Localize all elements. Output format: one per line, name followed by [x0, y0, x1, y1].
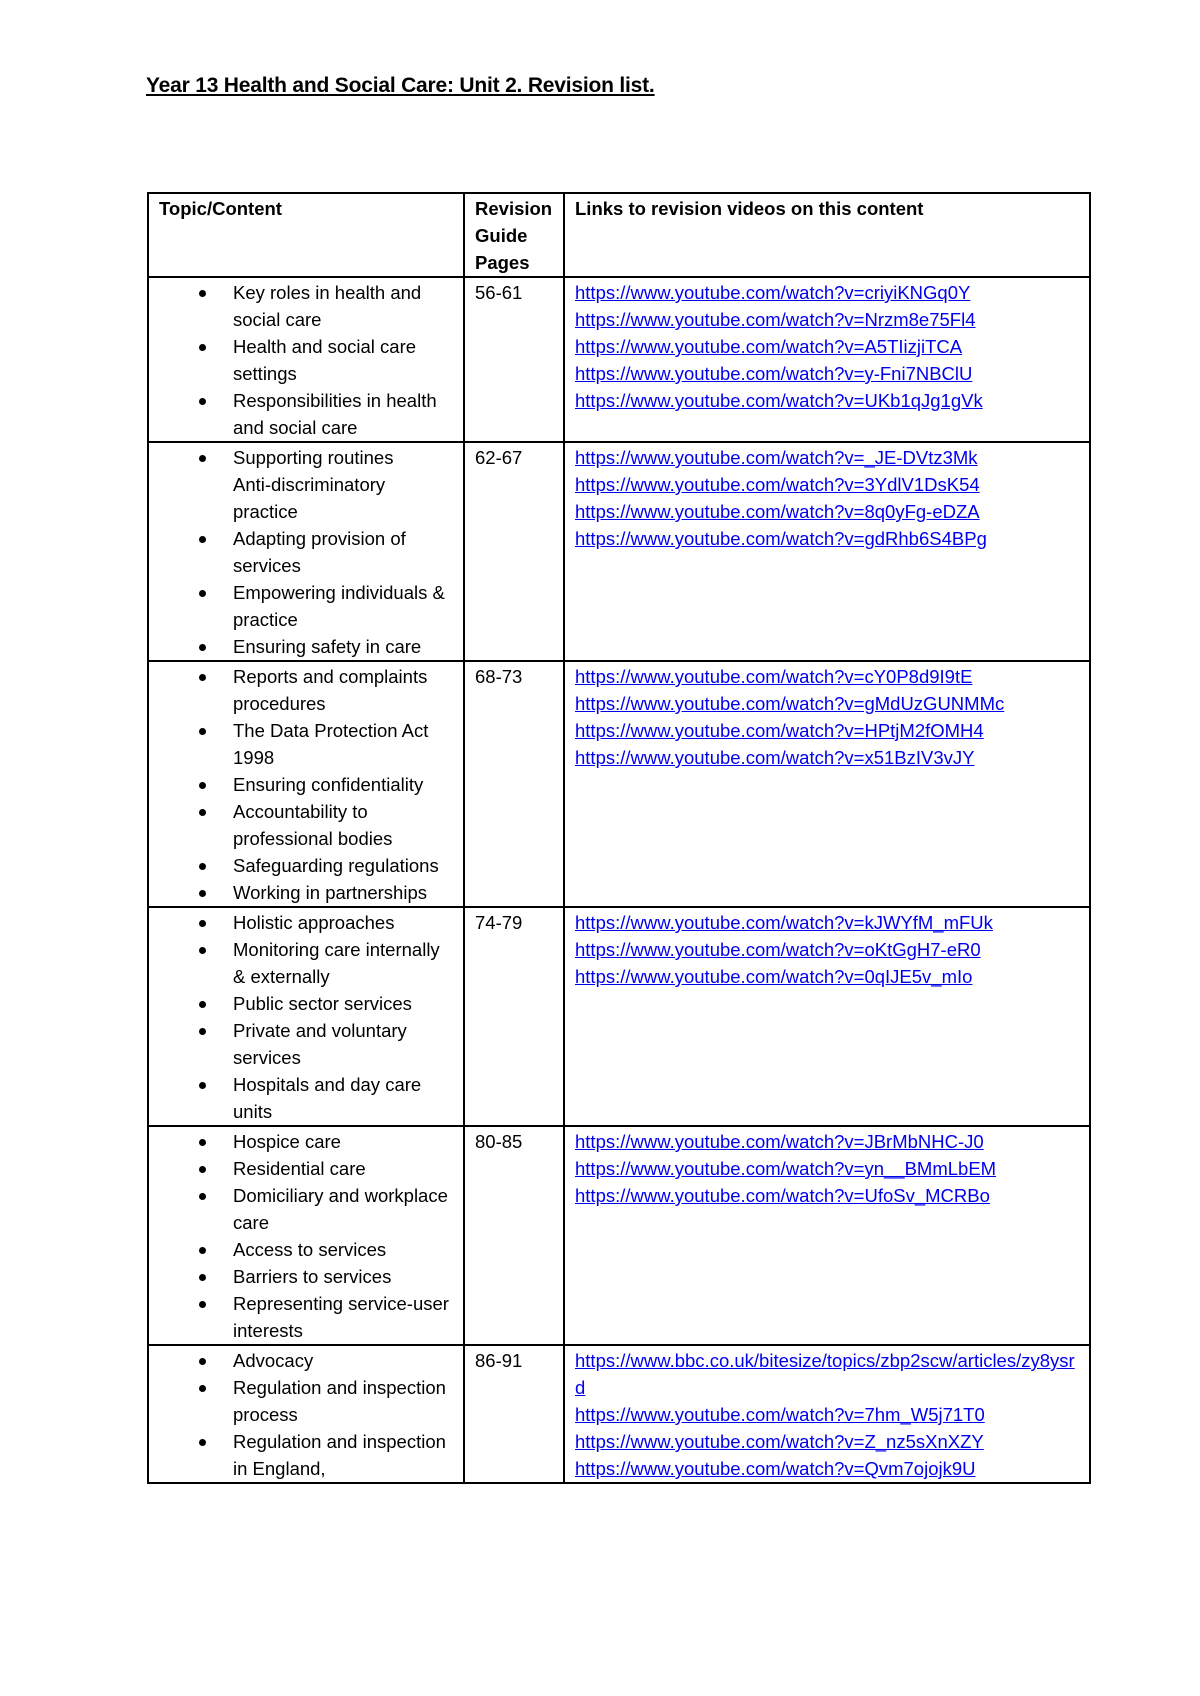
topic-list [159, 1128, 455, 1344]
topic-item: Adapting provision of services [233, 525, 455, 579]
topic-item: Responsibilities in health and social care [233, 387, 455, 441]
pages-cell [464, 1345, 564, 1483]
topic-item: Accountability to professional bodies [233, 798, 455, 852]
topic-item: Barriers to services [233, 1263, 455, 1290]
topic-item: Ensuring safety in care [233, 633, 455, 660]
video-link[interactable]: https://www.youtube.com/watch?v=8q0yFg-eDZA [575, 501, 980, 522]
table-body [148, 277, 1090, 1483]
topic-list [159, 279, 455, 441]
pages-cell [464, 277, 564, 442]
topic-item: Ensuring confidentiality [233, 771, 455, 798]
topic-item: Hospice care [233, 1128, 455, 1155]
topic-item: Supporting routines [233, 444, 455, 471]
video-link[interactable]: https://www.youtube.com/watch?v=JBrMbNHC-J0 [575, 1131, 984, 1152]
table-row [148, 277, 1090, 442]
video-link[interactable]: https://www.youtube.com/watch?v=gMdUzGUNMMc [575, 693, 1005, 714]
video-link[interactable]: https://www.youtube.com/watch?v=gdRhb6S4BPg [575, 528, 987, 549]
video-link[interactable]: https://www.youtube.com/watch?v=Nrzm8e75Fl4 [575, 309, 976, 330]
table-row [148, 1345, 1090, 1483]
topic-cell [148, 1126, 464, 1345]
header-pages: Revision Guide Pages [464, 193, 564, 277]
topic-item: The Data Protection Act 1998 [233, 717, 455, 771]
topic-item: Domiciliary and workplace care [233, 1182, 455, 1236]
video-link[interactable]: https://www.youtube.com/watch?v=UKb1qJg1gVk [575, 390, 983, 411]
topic-item: Advocacy [233, 1347, 455, 1374]
topic-item: Access to services [233, 1236, 455, 1263]
pages-cell [464, 907, 564, 1126]
header-links: Links to revision videos on this content [564, 193, 1090, 277]
links-cell [564, 1345, 1090, 1483]
links-cell [564, 907, 1090, 1126]
topic-cell [148, 1345, 464, 1483]
topic-list [159, 663, 455, 906]
topic-item: Hospitals and day care units [233, 1071, 455, 1125]
topic-item: Regulation and inspection process [233, 1374, 455, 1428]
video-link[interactable]: https://www.bbc.co.uk/bitesize/topics/zbp2scw/articles/zy8ysrd [575, 1350, 1075, 1398]
topic-item: Working in partnerships [233, 879, 455, 906]
topic-list [159, 909, 455, 1125]
topic-item: Safeguarding regulations [233, 852, 455, 879]
topic-cell [148, 277, 464, 442]
table-row [148, 907, 1090, 1126]
video-link[interactable]: https://www.youtube.com/watch?v=criyiKNGq0Y [575, 282, 971, 303]
links-cell [564, 442, 1090, 661]
topic-item: Reports and complaints procedures [233, 663, 455, 717]
video-link[interactable]: https://www.youtube.com/watch?v=Z_nz5sXnXZY [575, 1431, 984, 1452]
page-range: 74-79 [475, 912, 523, 933]
video-link[interactable]: https://www.youtube.com/watch?v=A5TIizjiTCA [575, 336, 963, 357]
video-link[interactable]: https://www.youtube.com/watch?v=0qIJE5v_mIo [575, 966, 973, 987]
topic-item: Private and voluntary services [233, 1017, 455, 1071]
video-link[interactable]: https://www.youtube.com/watch?v=3YdlV1DsK54 [575, 474, 980, 495]
table-row [148, 661, 1090, 907]
page-range: 68-73 [475, 666, 523, 687]
page-range: 56-61 [475, 282, 523, 303]
links-cell [564, 661, 1090, 907]
links-cell [564, 1126, 1090, 1345]
video-link[interactable]: https://www.youtube.com/watch?v=_JE-DVtz3Mk [575, 447, 978, 468]
pages-cell [464, 661, 564, 907]
video-link[interactable]: https://www.youtube.com/watch?v=HPtjM2fOMH4 [575, 720, 984, 741]
video-link[interactable]: https://www.youtube.com/watch?v=7hm_W5j71T0 [575, 1404, 985, 1425]
topic-item: Residential care [233, 1155, 455, 1182]
topic-item: Anti-discriminatory practice [233, 474, 386, 522]
video-link[interactable]: https://www.youtube.com/watch?v=Qvm7ojojk9U [575, 1458, 976, 1479]
topic-item: Public sector services [233, 990, 455, 1017]
page-range: 80-85 [475, 1131, 523, 1152]
topic-item: Regulation and inspection in England, [233, 1428, 455, 1482]
topic-list [159, 444, 455, 660]
topic-cell [148, 442, 464, 661]
topic-item: Holistic approaches [233, 909, 455, 936]
video-link[interactable]: https://www.youtube.com/watch?v=oKtGgH7-eR0 [575, 939, 981, 960]
topic-cell [148, 907, 464, 1126]
pages-cell [464, 1126, 564, 1345]
revision-table [147, 192, 1091, 1484]
topic-cell [148, 661, 464, 907]
table-row [148, 442, 1090, 661]
video-link[interactable]: https://www.youtube.com/watch?v=yn__BMmLbEM [575, 1158, 997, 1179]
links-cell [564, 277, 1090, 442]
topic-item: Health and social care settings [233, 333, 455, 387]
video-link[interactable]: https://www.youtube.com/watch?v=cY0P8d9I9tE [575, 666, 973, 687]
topic-item: Key roles in health and social care [233, 279, 455, 333]
video-link[interactable]: https://www.youtube.com/watch?v=x51BzIV3vJY [575, 747, 975, 768]
video-link[interactable]: https://www.youtube.com/watch?v=y-Fni7NBClU [575, 363, 973, 384]
topic-item: Representing service-user interests [233, 1290, 455, 1344]
video-link[interactable]: https://www.youtube.com/watch?v=UfoSv_MCRBo [575, 1185, 990, 1206]
page-range: 86-91 [475, 1350, 523, 1371]
topic-item: Monitoring care internally & externally [233, 936, 455, 990]
table-row [148, 1126, 1090, 1345]
header-topic: Topic/Content [148, 193, 464, 277]
topic-list [159, 1347, 455, 1482]
pages-cell [464, 442, 564, 661]
page-range: 62-67 [475, 447, 523, 468]
table-header-row [148, 193, 1090, 277]
page-title: Year 13 Health and Social Care: Unit 2. Revision list. [146, 74, 655, 97]
video-link[interactable]: https://www.youtube.com/watch?v=kJWYfM_mFUk [575, 912, 993, 933]
topic-item: Empowering individuals & practice [233, 579, 455, 633]
